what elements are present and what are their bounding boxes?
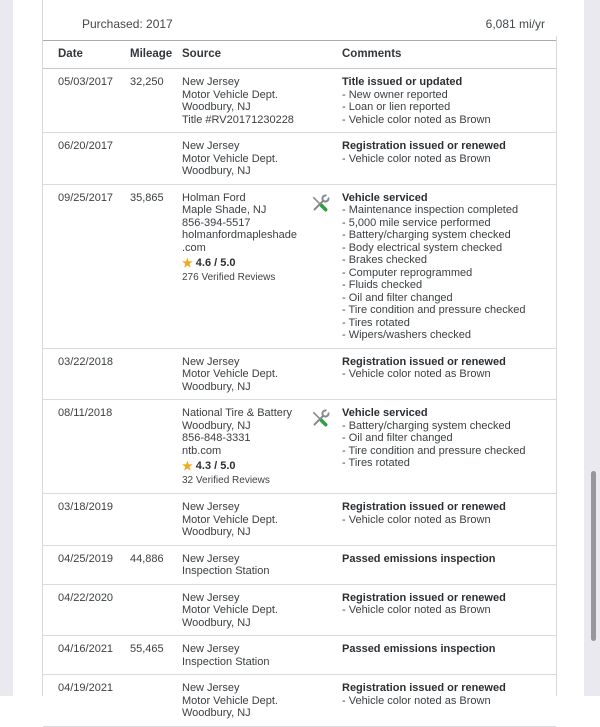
source-line: Motor Vehicle Dept.: [182, 604, 278, 616]
row-source: [182, 356, 306, 394]
star-icon: ★: [182, 459, 193, 473]
comment-item: - Tire condition and pressure checked: [342, 444, 526, 457]
row-date: 06/20/2017: [58, 140, 114, 152]
row-source: [182, 407, 306, 487]
comment-title: Registration issued or renewed: [342, 501, 506, 513]
verified-reviews-count: 276 Verified Reviews: [182, 271, 276, 283]
source-line: Maple Shade, NJ: [182, 204, 267, 216]
history-row: [43, 349, 556, 401]
comment-body: [342, 682, 556, 707]
row-source: [182, 553, 306, 578]
background-strip-left: [0, 0, 13, 696]
comment-title: Registration issued or renewed: [342, 682, 506, 694]
header-source: Source: [182, 48, 221, 60]
comment-body: [342, 501, 556, 526]
history-table-header: [43, 41, 556, 69]
row-date: 09/25/2017: [58, 191, 114, 204]
row-mileage: [130, 356, 182, 394]
comment-title: Title issued or updated: [342, 76, 463, 88]
comment-body: [342, 76, 556, 126]
row-date: 05/03/2017: [58, 76, 114, 88]
source-line: Motor Vehicle Dept.: [182, 88, 278, 101]
comment-title: Passed emissions inspection: [342, 552, 496, 565]
row-mileage: 32,250: [130, 76, 164, 88]
comment-item: - Wipers/washers checked: [342, 329, 471, 341]
row-source: [182, 592, 306, 630]
row-comments: [306, 76, 556, 126]
comment-item: - Battery/charging system checked: [342, 229, 511, 241]
row-source: [182, 501, 306, 539]
comment-body: [342, 592, 556, 617]
comment-body: [342, 192, 556, 342]
row-date: 03/18/2019: [58, 501, 114, 513]
comment-item: - Vehicle color noted as Brown: [342, 368, 491, 380]
history-row: [43, 675, 556, 727]
row-date: 08/11/2018: [58, 407, 113, 419]
wrench-screwdriver-icon: [307, 407, 333, 431]
source-line: New Jersey: [182, 501, 240, 513]
source-line: Title #RV20171230228: [182, 113, 294, 126]
comment-title: Registration issued or renewed: [342, 140, 506, 152]
row-source: [182, 643, 306, 668]
row-comments: [306, 682, 556, 720]
history-table-body: [43, 69, 556, 727]
comment-item: - Oil and filter changed: [342, 432, 453, 444]
source-line: New Jersey: [182, 591, 240, 604]
header-date: Date: [58, 48, 83, 60]
source-line: New Jersey: [182, 682, 240, 694]
row-date: 04/25/2019: [58, 552, 114, 565]
row-date: 03/22/2018: [58, 355, 114, 368]
comment-item: - Vehicle color noted as Brown: [342, 604, 491, 616]
star-icon: ★: [182, 256, 193, 270]
rating-line: ★ 4.6 / 5.0: [182, 256, 236, 270]
comment-item: - Brakes checked: [342, 254, 427, 266]
comment-item: - Body electrical system checked: [342, 241, 503, 254]
source-line: Woodbury, NJ: [182, 380, 251, 393]
header-comments: Comments: [342, 48, 402, 60]
row-comments: [306, 592, 556, 630]
comment-item: - Vehicle color noted as Brown: [342, 113, 491, 126]
comment-item: - Oil and filter changed: [342, 291, 453, 304]
source-line: New Jersey: [182, 643, 240, 655]
comment-title: Passed emissions inspection: [342, 643, 496, 655]
comment-item: - Tire condition and pressure checked: [342, 304, 526, 316]
row-mileage: 35,865: [130, 191, 164, 204]
row-mileage: [130, 140, 182, 178]
comment-item: - Tires rotated: [342, 316, 410, 329]
comment-item: - Maintenance inspection completed: [342, 204, 519, 216]
history-row: [43, 494, 556, 546]
comment-body: [342, 407, 556, 470]
scrollbar-thumb[interactable]: [591, 471, 596, 641]
history-row: [43, 546, 556, 585]
wrench-screwdriver-icon: [307, 192, 333, 216]
row-comments: [306, 553, 556, 578]
source-line: Holman Ford: [182, 191, 246, 204]
comment-title: Vehicle serviced: [342, 407, 428, 419]
source-line: New Jersey: [182, 552, 240, 565]
icon-slot: [306, 407, 342, 431]
comment-item: - Vehicle color noted as Brown: [342, 152, 491, 165]
history-row: [43, 69, 556, 133]
comment-item: - Vehicle color noted as Brown: [342, 513, 491, 526]
history-row: [43, 400, 556, 494]
source-line: Woodbury, NJ: [182, 526, 251, 538]
row-comments: [306, 407, 556, 487]
source-line: Woodbury, NJ: [182, 165, 251, 177]
row-date: 04/16/2021: [58, 643, 114, 655]
row-comments: [306, 643, 556, 668]
source-line: New Jersey: [182, 76, 240, 88]
purchased-year-label: Purchased: 2017: [82, 17, 173, 31]
row-mileage: [130, 501, 182, 539]
comment-title: Registration issued or renewed: [342, 591, 506, 604]
source-line: New Jersey: [182, 355, 240, 368]
row-mileage: 44,886: [130, 552, 164, 565]
comment-item: - New owner reported: [342, 88, 448, 101]
comment-item: - Vehicle color noted as Brown: [342, 694, 491, 707]
verified-reviews-count: 32 Verified Reviews: [182, 474, 270, 486]
comment-body: [342, 553, 556, 566]
row-source: [182, 140, 306, 178]
comment-title: Registration issued or renewed: [342, 355, 506, 368]
row-mileage: 55,465: [130, 643, 164, 655]
table-right-border: [556, 36, 557, 696]
source-line: Inspection Station: [182, 565, 270, 577]
vehicle-history-report: [43, 0, 556, 727]
comment-body: [342, 643, 556, 656]
row-source: [182, 76, 306, 126]
ownership-summary-row: [43, 0, 556, 41]
row-source: [182, 192, 306, 342]
row-comments: [306, 356, 556, 394]
source-line: ntb.com: [182, 444, 222, 457]
source-line: Woodbury, NJ: [182, 707, 251, 719]
row-comments: [306, 192, 556, 342]
row-mileage: [130, 682, 182, 720]
comment-body: [342, 356, 556, 381]
icon-slot: [306, 192, 342, 216]
row-comments: [306, 140, 556, 178]
rating-line: ★ 4.3 / 5.0: [182, 459, 236, 473]
row-comments: [306, 501, 556, 539]
history-row: [43, 133, 556, 185]
comment-body: [342, 140, 556, 165]
source-line: Woodbury, NJ: [182, 101, 251, 113]
source-line: 856-394-5517: [182, 216, 251, 229]
comment-item: - Loan or lien reported: [342, 101, 451, 113]
history-row: [43, 636, 556, 675]
row-mileage: [130, 592, 182, 630]
history-row: [43, 185, 556, 349]
comment-item: - Tires rotated: [342, 457, 410, 469]
source-line: Woodbury, NJ: [182, 419, 251, 432]
comment-item: - Fluids checked: [342, 279, 423, 291]
row-mileage: [130, 407, 182, 487]
source-line: Woodbury, NJ: [182, 616, 251, 629]
source-line: Motor Vehicle Dept.: [182, 513, 278, 526]
source-line: Inspection Station: [182, 655, 270, 668]
row-source: [182, 682, 306, 720]
comment-item: - 5,000 mile service performed: [342, 216, 491, 229]
annual-mileage-value: 6,081 mi/yr: [485, 17, 545, 31]
source-line: Motor Vehicle Dept.: [182, 694, 278, 707]
comment-title: Vehicle serviced: [342, 191, 428, 204]
header-mileage: Mileage: [130, 48, 173, 60]
source-line: National Tire & Battery: [182, 407, 293, 419]
comment-item: - Battery/charging system checked: [342, 419, 511, 432]
source-line: New Jersey: [182, 140, 240, 152]
source-line: Motor Vehicle Dept.: [182, 152, 278, 165]
source-line: holmanfordmapleshade.com: [182, 229, 297, 254]
source-line: 856-848-3331: [182, 432, 251, 444]
comment-item: - Computer reprogrammed: [342, 266, 473, 279]
row-date: 04/19/2021: [58, 682, 114, 694]
history-row: [43, 585, 556, 637]
source-line: Motor Vehicle Dept.: [182, 368, 278, 380]
row-date: 04/22/2020: [58, 591, 114, 604]
